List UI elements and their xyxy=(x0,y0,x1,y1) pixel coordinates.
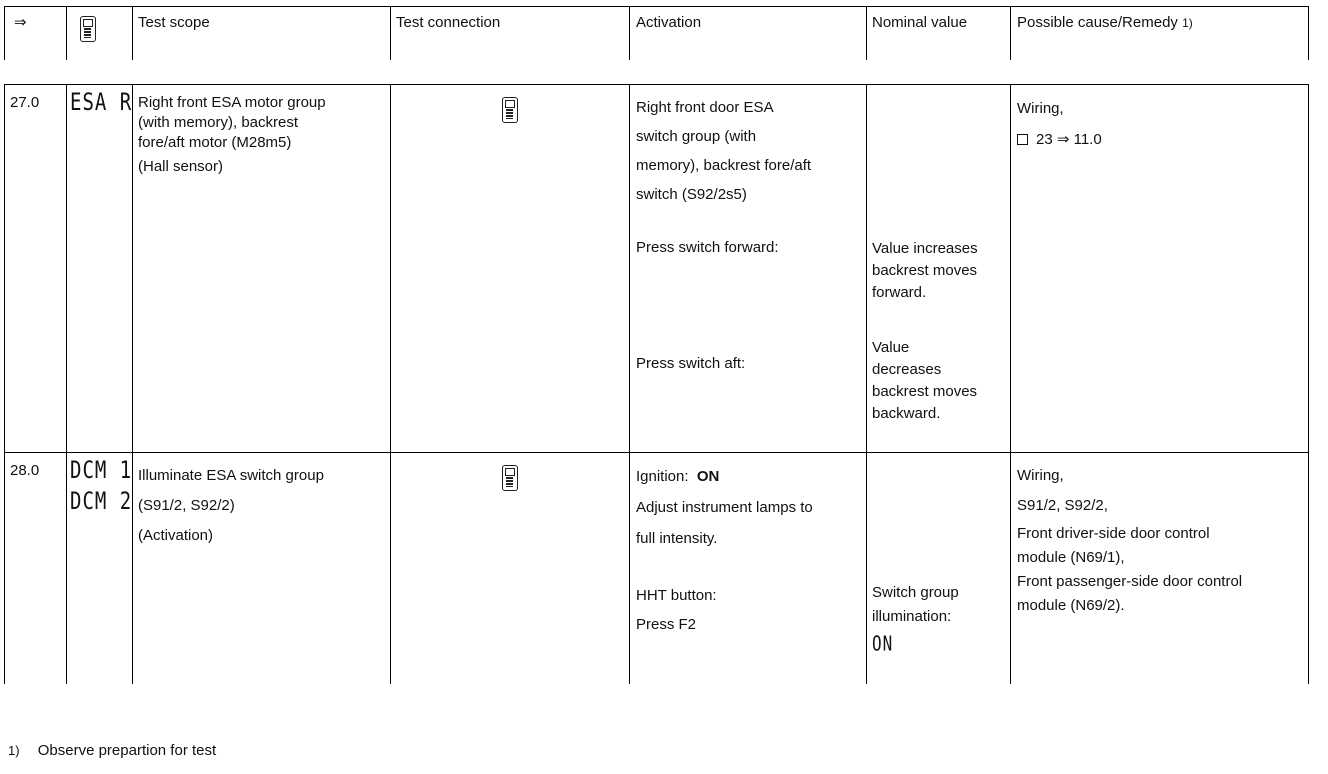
scope-line: (Activation) xyxy=(138,527,214,544)
table-col-line xyxy=(1308,84,1309,684)
tester-icon xyxy=(502,97,518,123)
header-col-line xyxy=(4,6,5,60)
activation-line: Right front door ESA xyxy=(636,99,774,116)
header-footnote-ref: 1) xyxy=(1182,16,1193,30)
scope-line: fore/aft motor (M28m5) xyxy=(138,134,292,151)
scope-line: Right front ESA motor group xyxy=(138,94,326,111)
header-col-line xyxy=(66,6,67,60)
header-possible-cause-label: Possible cause/Remedy xyxy=(1017,14,1178,31)
cause-reference: 23 ⇒ 11.0 xyxy=(1036,131,1102,148)
nominal-display-value: ON xyxy=(872,631,894,656)
cause-line: module (N69/2). xyxy=(1017,597,1125,614)
header-col-line xyxy=(390,6,391,60)
step-number: 28.0 xyxy=(10,462,40,479)
document-box-icon xyxy=(1017,134,1028,145)
tester-icon xyxy=(502,465,518,491)
activation-step: Press switch forward: xyxy=(636,239,779,256)
cause-line: Front passenger-side door control xyxy=(1017,573,1243,590)
activation-step: Press switch aft: xyxy=(636,355,746,372)
nominal-line: forward. xyxy=(872,284,927,301)
activation-label: Ignition: xyxy=(636,468,693,485)
cause-line xyxy=(1017,124,1102,155)
possible-cause xyxy=(1017,93,1102,155)
header-possible-cause xyxy=(1017,13,1193,33)
activation-line: Adjust instrument lamps to xyxy=(636,499,813,516)
header-top-border xyxy=(4,6,1309,7)
table-col-line xyxy=(66,84,67,684)
display-code: DCM 1 xyxy=(70,456,133,485)
row-divider xyxy=(4,452,1309,453)
tester-icon xyxy=(80,16,96,42)
nominal-line: Value xyxy=(872,339,910,356)
nominal-line: Switch group xyxy=(872,584,959,601)
nominal-line: Value increases xyxy=(872,240,978,257)
activation-line: Press F2 xyxy=(636,616,697,633)
display-code: ESA R xyxy=(70,88,133,117)
header-test-scope: Test scope xyxy=(138,14,210,31)
activation-line: full intensity. xyxy=(636,530,718,547)
footnote-marker: 1) xyxy=(8,743,20,758)
activation-line: memory), backrest fore/aft xyxy=(636,157,812,174)
activation-line xyxy=(636,461,813,492)
nominal-line: decreases xyxy=(872,361,942,378)
header-test-connection: Test connection xyxy=(396,14,501,31)
activation-line: switch (S92/2s5) xyxy=(636,186,747,203)
table-col-line xyxy=(629,84,630,684)
activation-line: HHT button: xyxy=(636,587,717,604)
scope-line: (S91/2, S92/2) xyxy=(138,497,235,514)
activation-line: switch group (with xyxy=(636,128,757,145)
cause-line: Front driver-side door control xyxy=(1017,525,1210,542)
step-number: 27.0 xyxy=(10,94,40,111)
activation-text xyxy=(636,93,811,209)
header-col-line xyxy=(866,6,867,60)
display-code: DCM 2 xyxy=(70,487,133,516)
cause-line: Wiring, xyxy=(1017,100,1064,117)
scope-line: Illuminate ESA switch group xyxy=(138,467,324,484)
footnote xyxy=(8,741,216,761)
scope-line: (Hall sensor) xyxy=(138,158,224,175)
header-col-line xyxy=(1010,6,1011,60)
table-col-line xyxy=(390,84,391,684)
header-col-line xyxy=(629,6,630,60)
ignition-state: ON xyxy=(696,468,720,485)
header-activation: Activation xyxy=(636,14,702,31)
possible-cause xyxy=(1017,461,1108,521)
test-scope xyxy=(138,93,326,177)
test-scope xyxy=(138,461,324,551)
activation-text xyxy=(636,461,813,554)
header-col-line xyxy=(132,6,133,60)
footnote-text: Observe prepartion for test xyxy=(37,742,217,759)
nominal-line: backrest moves xyxy=(872,383,978,400)
cause-line: S91/2, S92/2, xyxy=(1017,497,1108,514)
header-arrow: ⇒ xyxy=(14,14,27,31)
activation-step xyxy=(636,581,717,639)
nominal-value xyxy=(872,337,977,425)
nominal-value xyxy=(872,238,978,304)
table-col-line xyxy=(132,84,133,684)
nominal-line: backrest moves xyxy=(872,262,978,279)
scope-line: (with memory), backrest xyxy=(138,114,299,131)
nominal-line: backward. xyxy=(872,405,941,422)
nominal-value xyxy=(872,581,959,656)
nominal-line: illumination: xyxy=(872,608,952,625)
cause-line: Wiring, xyxy=(1017,467,1064,484)
table-col-line xyxy=(4,84,5,684)
header-col-line xyxy=(1308,6,1309,60)
possible-cause xyxy=(1017,522,1242,618)
header-nominal-value: Nominal value xyxy=(872,14,968,31)
table-top-border xyxy=(4,84,1309,85)
cause-line: module (N69/1), xyxy=(1017,549,1125,566)
table-col-line xyxy=(1010,84,1011,684)
table-col-line xyxy=(866,84,867,684)
